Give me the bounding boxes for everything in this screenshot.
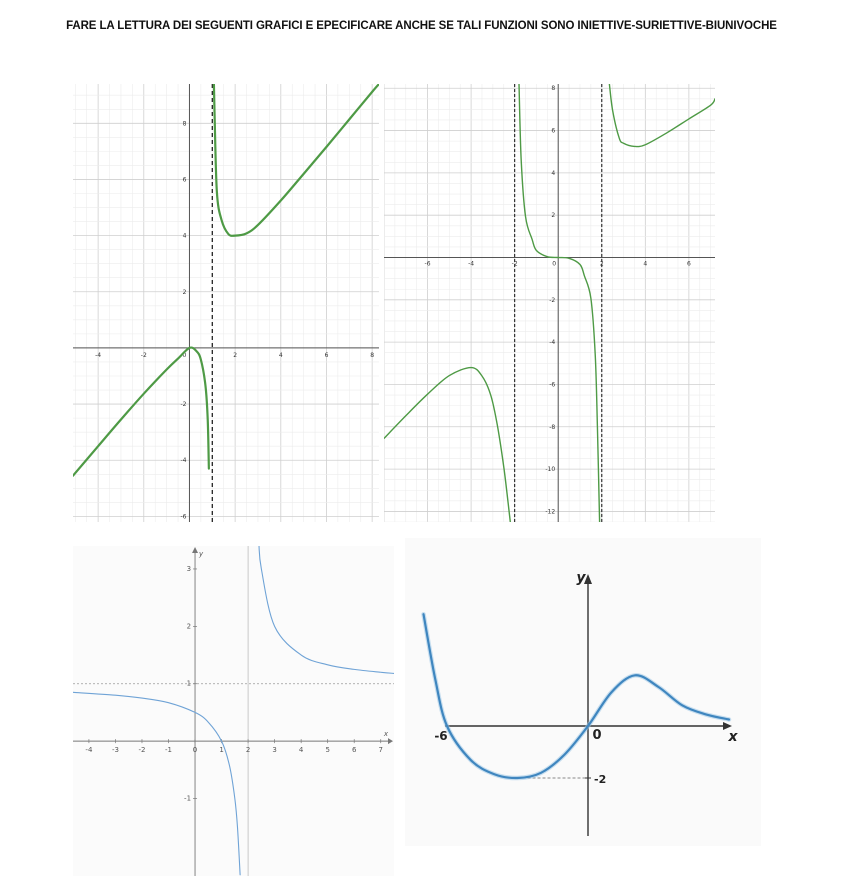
graph-3-x-tick-label: 1 <box>219 746 224 755</box>
graph-2-plot <box>384 84 715 522</box>
graph-4-origin-label: 0 <box>592 728 602 743</box>
graph-1-plot <box>73 84 379 522</box>
graph-1-series-1-line <box>73 348 209 476</box>
graph-1-y-tick-label: 8 <box>182 120 187 128</box>
graph-2-y-tick-label: 6 <box>551 127 556 135</box>
graph-4-y-mark-label: -2 <box>594 773 607 786</box>
graph-2-x-tick-label: 4 <box>643 260 648 268</box>
graph-3-y-axis-arrow <box>192 547 198 553</box>
graph-3-y-tick-label: -1 <box>184 794 192 803</box>
graph-3-x-tick-label: 7 <box>378 746 383 755</box>
graph-2-panel <box>384 84 715 522</box>
graph-2-series-2-line <box>519 84 600 522</box>
graph-3-x-tick-label: 3 <box>272 746 277 755</box>
page-title: FARE LA LETTURA DEI SEGUENTI GRAFICI E EPECIFICARE ANCHE SE TALI FUNZIONI SONO INIETTIVE-SURIETTIVE-BIUNIVOCHE <box>66 20 777 32</box>
graph-3-x-tick-label: 6 <box>351 746 357 755</box>
graph-2-x-tick-label: -4 <box>468 260 475 268</box>
graph-3-panel <box>73 546 394 876</box>
graph-4-series-1-line <box>424 614 730 778</box>
graph-2-y-tick-label: 8 <box>551 85 556 93</box>
graph-2-y-tick-label: 2 <box>551 212 556 220</box>
graph-3-series-1-line <box>73 692 240 875</box>
graph-1-y-tick-label: 6 <box>182 176 187 184</box>
graph-4-x-tick-label: -6 <box>434 729 448 743</box>
graph-2-series-1-line <box>384 368 510 522</box>
graph-3-x-tick-label: 4 <box>298 746 304 755</box>
graph-2-x-tick-label: -2 <box>511 260 518 268</box>
graph-3-y-tick-label: 1 <box>186 679 192 688</box>
graph-1-x-tick-label: -4 <box>95 351 102 359</box>
graph-3-x-tick-label: 0 <box>192 746 198 755</box>
graph-3-x-tick-label: -4 <box>85 746 93 755</box>
graph-1-y-tick-label: -6 <box>180 513 187 521</box>
graph-2-y-tick-label: -10 <box>545 466 556 474</box>
graph-2-x-tick-label: 0 <box>552 260 557 268</box>
graph-1-x-tick-label: 6 <box>324 351 329 359</box>
graph-3-plot <box>73 546 394 876</box>
graph-3-x-tick-label: 2 <box>245 746 251 755</box>
graph-4-y-axis-label: y <box>576 570 586 586</box>
graph-1-y-tick-label: 4 <box>182 232 187 240</box>
graph-2-x-tick-label: -6 <box>424 260 431 268</box>
graph-3-y-tick-label: 2 <box>186 622 192 631</box>
graph-2-y-tick-label: -4 <box>549 339 556 347</box>
graph-2-y-tick-label: 4 <box>551 169 556 177</box>
graph-3-series-2-line <box>256 546 394 673</box>
graph-2-series-3-line <box>609 84 715 147</box>
graph-1-x-tick-label: 8 <box>370 351 375 359</box>
graph-1-panel <box>73 84 379 522</box>
graph-3-x-tick-label: -3 <box>111 746 119 755</box>
graph-2-y-tick-label: -12 <box>545 508 556 516</box>
graph-4-x-axis-label: x <box>728 729 738 745</box>
graph-2-y-tick-label: -2 <box>549 296 556 304</box>
graph-1-x-tick-label: 4 <box>278 351 283 359</box>
graph-1-y-tick-label: -2 <box>180 401 187 409</box>
graph-2-x-tick-label: 2 <box>599 260 604 268</box>
graph-3-x-axis-arrow <box>388 738 393 744</box>
graph-3-y-axis-label: y <box>199 550 204 558</box>
graph-1-series-2-line <box>214 84 379 236</box>
graph-3-x-tick-label: -1 <box>165 746 172 755</box>
graph-1-x-tick-label: 0 <box>182 351 187 359</box>
graph-1-y-tick-label: -4 <box>180 457 187 465</box>
graph-2-y-tick-label: -6 <box>549 381 556 389</box>
graph-2-y-tick-label: -8 <box>549 423 556 431</box>
graph-4-plot <box>405 538 761 846</box>
graph-1-y-tick-label: 2 <box>182 288 187 296</box>
graph-3-x-axis-label: x <box>383 730 389 739</box>
graph-1-x-tick-label: 2 <box>233 351 238 359</box>
graph-3-x-tick-label: 5 <box>325 746 330 755</box>
graph-2-x-tick-label: 6 <box>686 260 691 268</box>
graph-3-y-tick-label: 3 <box>186 564 192 573</box>
graph-4-series-1-glow <box>424 614 730 778</box>
graph-1-x-tick-label: -2 <box>140 351 147 359</box>
graph-4-panel <box>405 538 761 846</box>
graph-3-x-tick-label: -2 <box>138 746 146 755</box>
